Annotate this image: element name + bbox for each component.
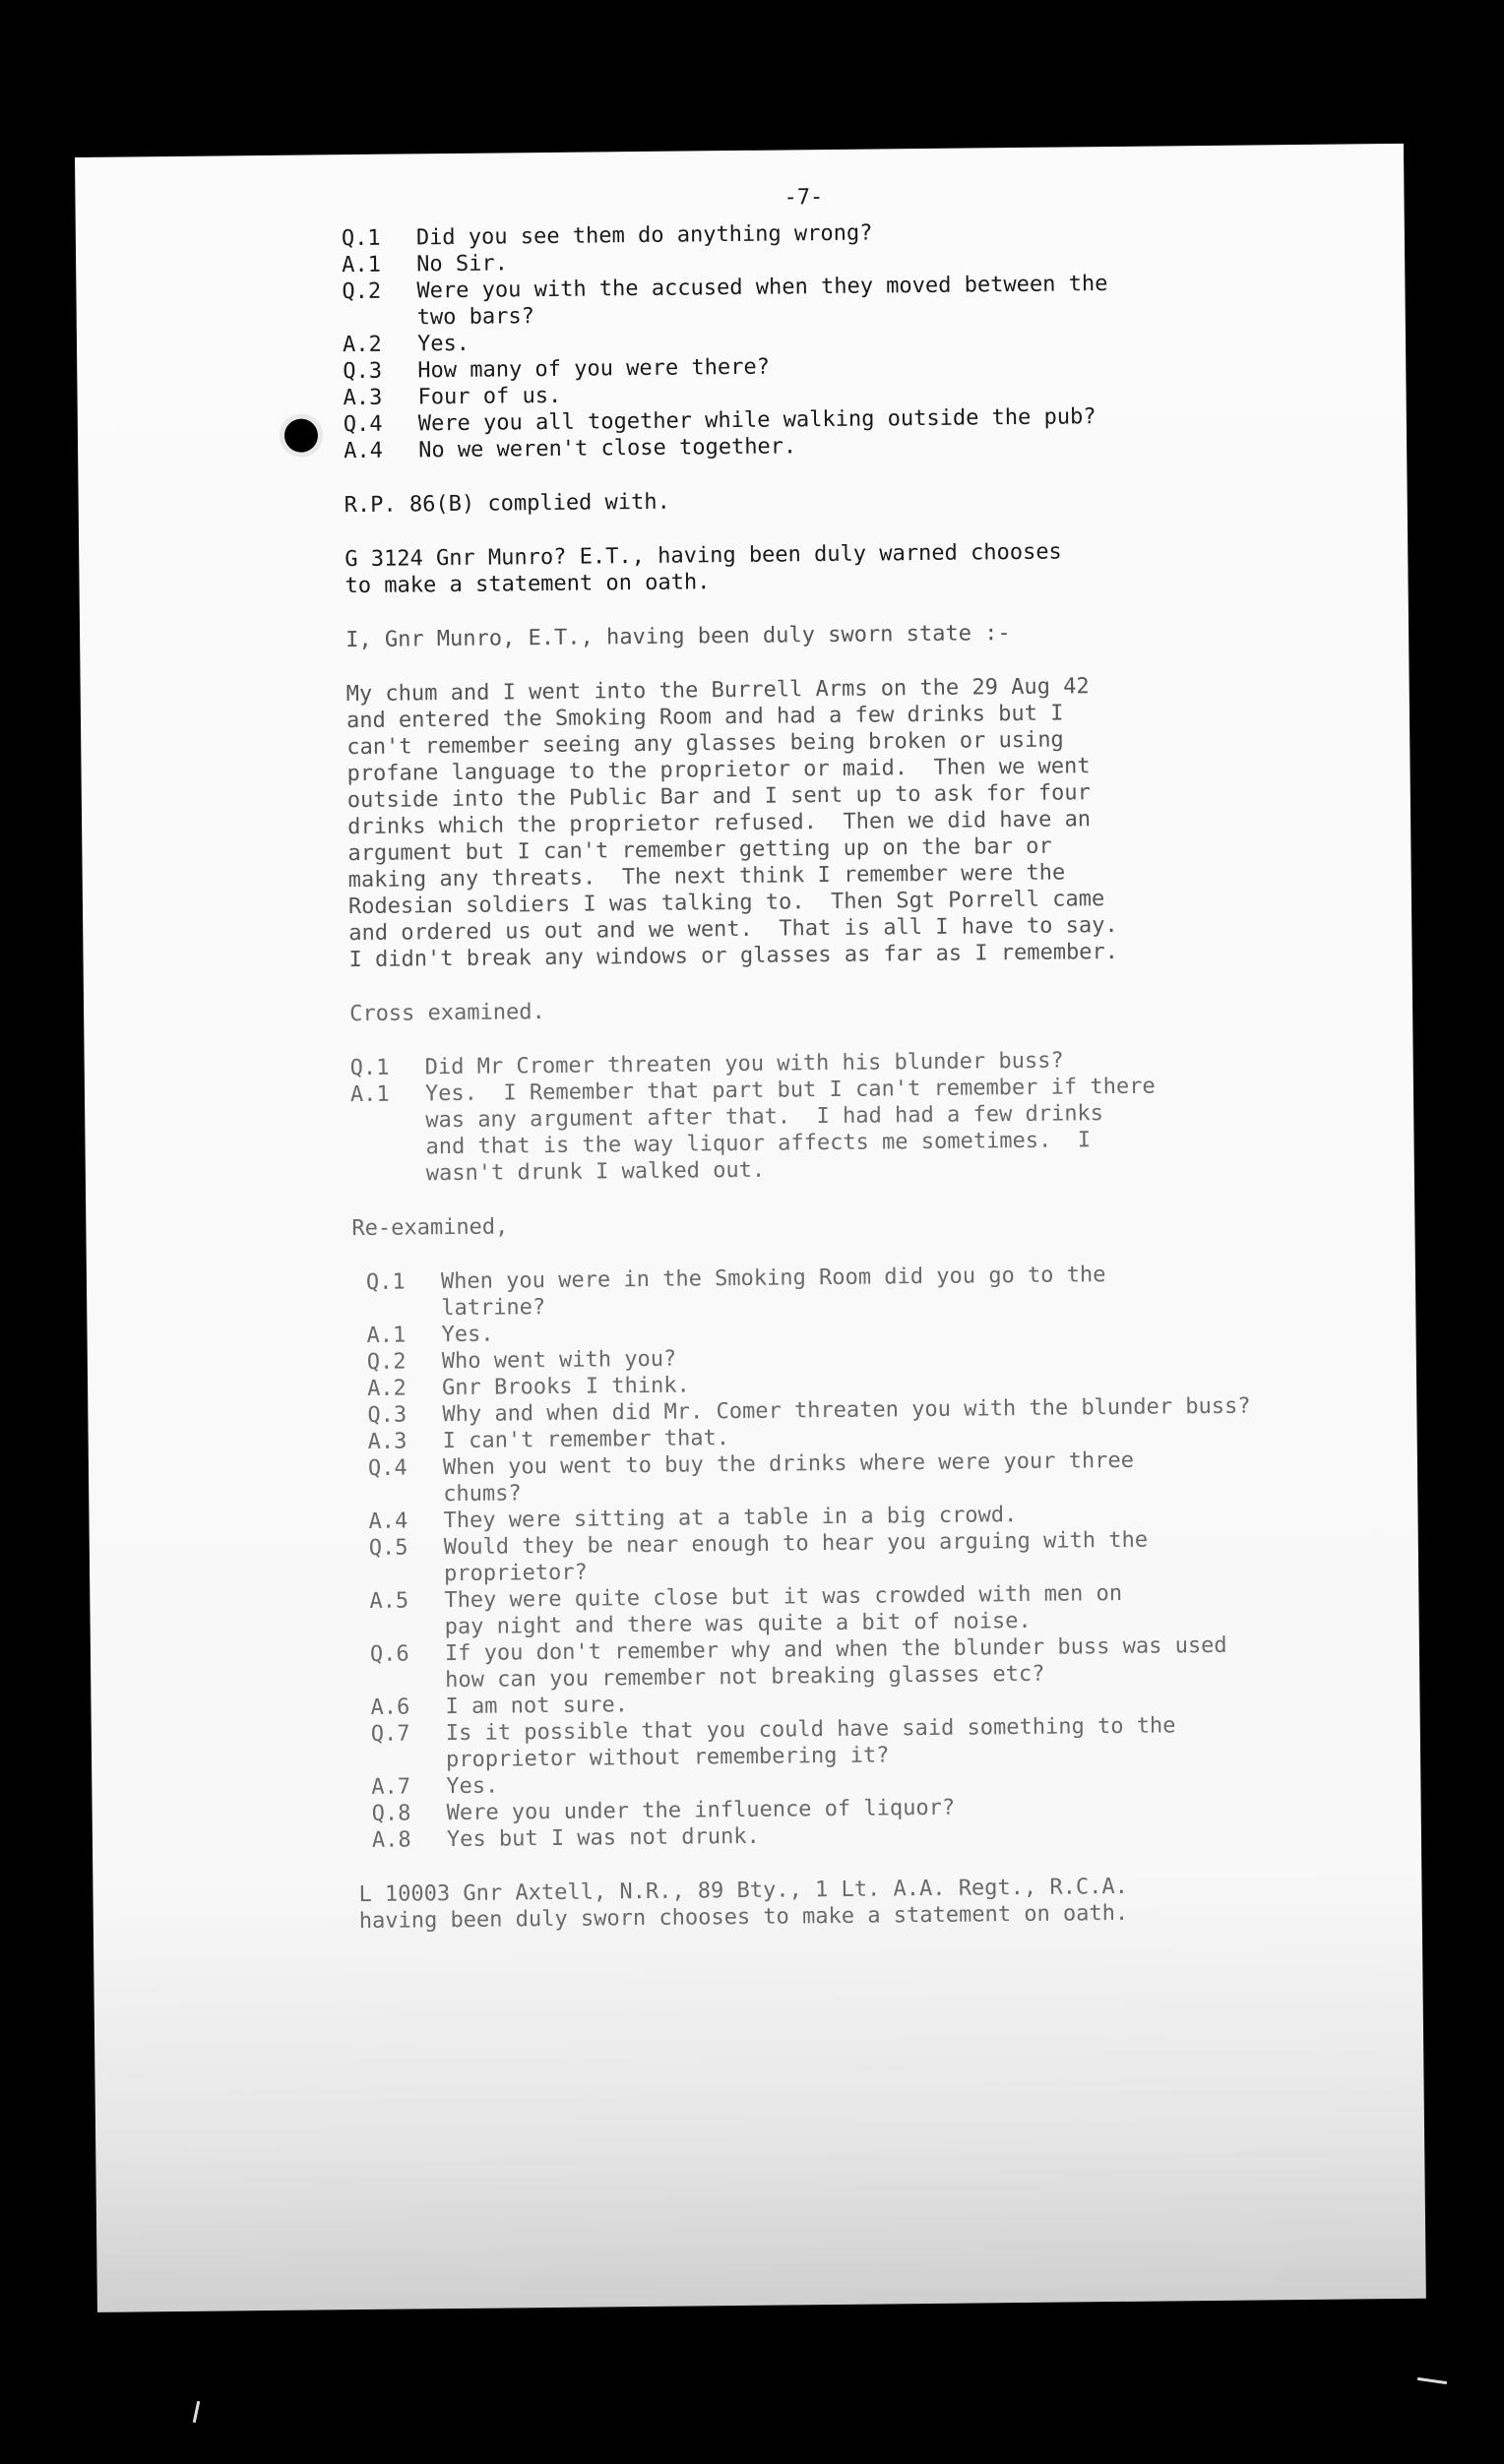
scan-artifact [1417,2377,1447,2384]
qa-item: Q.7 Is it possible that you could have said something to the proprietor without remembering it? [370,1713,1176,1773]
qa-item: Q.6 If you don't remember why and when the blunder buss was used how can you remember not breaking glasses etc? [369,1632,1227,1694]
qa-item: A.6 I am not sure. [370,1693,629,1720]
qa-item: Q.2 Were you with the accused when they moved between the two bars? [342,272,1108,331]
scan-artifact [193,2401,201,2423]
qa-item: A.1 Yes. [366,1322,494,1348]
reexam-qa [352,1259,1402,1854]
qa-item: Q.1 When you were in the Smoking Room did you go to the latrine? [365,1263,1106,1322]
qa-item: Q.8 Were you under the influence of liquor? [371,1795,956,1826]
page-text [341,178,1403,1935]
qa-item: A.4 No we weren't close together. [344,434,797,464]
qa-item: A.3 I can't remember that. [367,1426,730,1454]
document-page [75,144,1426,2312]
cross-qa [350,1044,1395,1188]
qa-item: Q.4 When you went to buy the drinks where were your three chums? [367,1448,1135,1508]
qa-item: Q.1 Did you see them do anything wrong? [341,220,873,252]
qa-item: Q.1 Did Mr Cromer threaten you with his blunder buss? [349,1048,1064,1081]
qa-item: A.2 Gnr Brooks I think. [366,1373,690,1401]
qa-item: A.2 Yes. [342,331,470,358]
qa-item: A.5 They were quite close but it was crowded with men on pay night and there was quite a bit of noise. [369,1580,1123,1640]
qa-item: A.7 Yes. [371,1773,499,1800]
qa-block-1 [342,215,1387,464]
qa-item: A.3 Four of us. [343,383,562,411]
qa-item: A.1 Yes. I Remember that part but I can't remember if there was any argument after that. I had had a few drinks and that is the way liquor affects me sometimes. I wasn't drunk I walked out. [349,1074,1156,1187]
statement-body: My chum and I went into the Burrell Arms on the 29 Aug 42 and entered the Smoking Room and had a few drinks but I can't remember seeing any glasses being broken or using profane language to the proprietor or maid. Then we went outside into the Public Bar and I sent up to ask for four drinks which the proprietor refused. Then we did have an argument but I can't remember getting up on the bar or making any threats. The next think I remember were the Rodesian soldiers I was talking to. Then Sgt Porrell came and ordered us out and we went. That is all I have to say. I didn't break any windows or glasses as far as I remember. [345,674,1119,973]
witness-intro: G 3124 Gnr Munro? E.T., having been duly warned chooses to make a statement on oath. [345,539,1062,599]
qa-item: Q.3 Why and when did Mr. Comer threaten you with the blunder buss? [367,1393,1251,1428]
qa-item: A.1 No Sir. [342,251,509,278]
qa-item: A.4 They were sitting at a table in a big crowd. [368,1503,1018,1534]
rp-line: R.P. 86(B) complied with. [344,489,670,519]
cross-heading: Cross examined. [349,1000,545,1027]
qa-item: Q.4 Were you all together while walking outside the pub? [343,404,1097,438]
qa-item: Q.2 Who went with you? [366,1346,677,1375]
sworn-line: I, Gnr Munro, E.T., having been duly sworn state :- [345,621,1011,653]
qa-item: Q.5 Would they be near enough to hear you arguing with the proprietor? [368,1527,1149,1587]
punch-hole [284,418,318,452]
next-witness: L 10003 Gnr Axtell, N.R., 89 Bty., 1 Lt. A.A. Regt., R.C.A. having been duly sworn chooses to make a statement on oath. [358,1874,1129,1935]
page-number: -7- [783,185,824,211]
qa-item: Q.3 How many of you were there? [343,354,771,385]
reexam-heading: Re-examined, [351,1214,509,1242]
qa-item: A.8 Yes but I was not drunk. [371,1823,760,1853]
